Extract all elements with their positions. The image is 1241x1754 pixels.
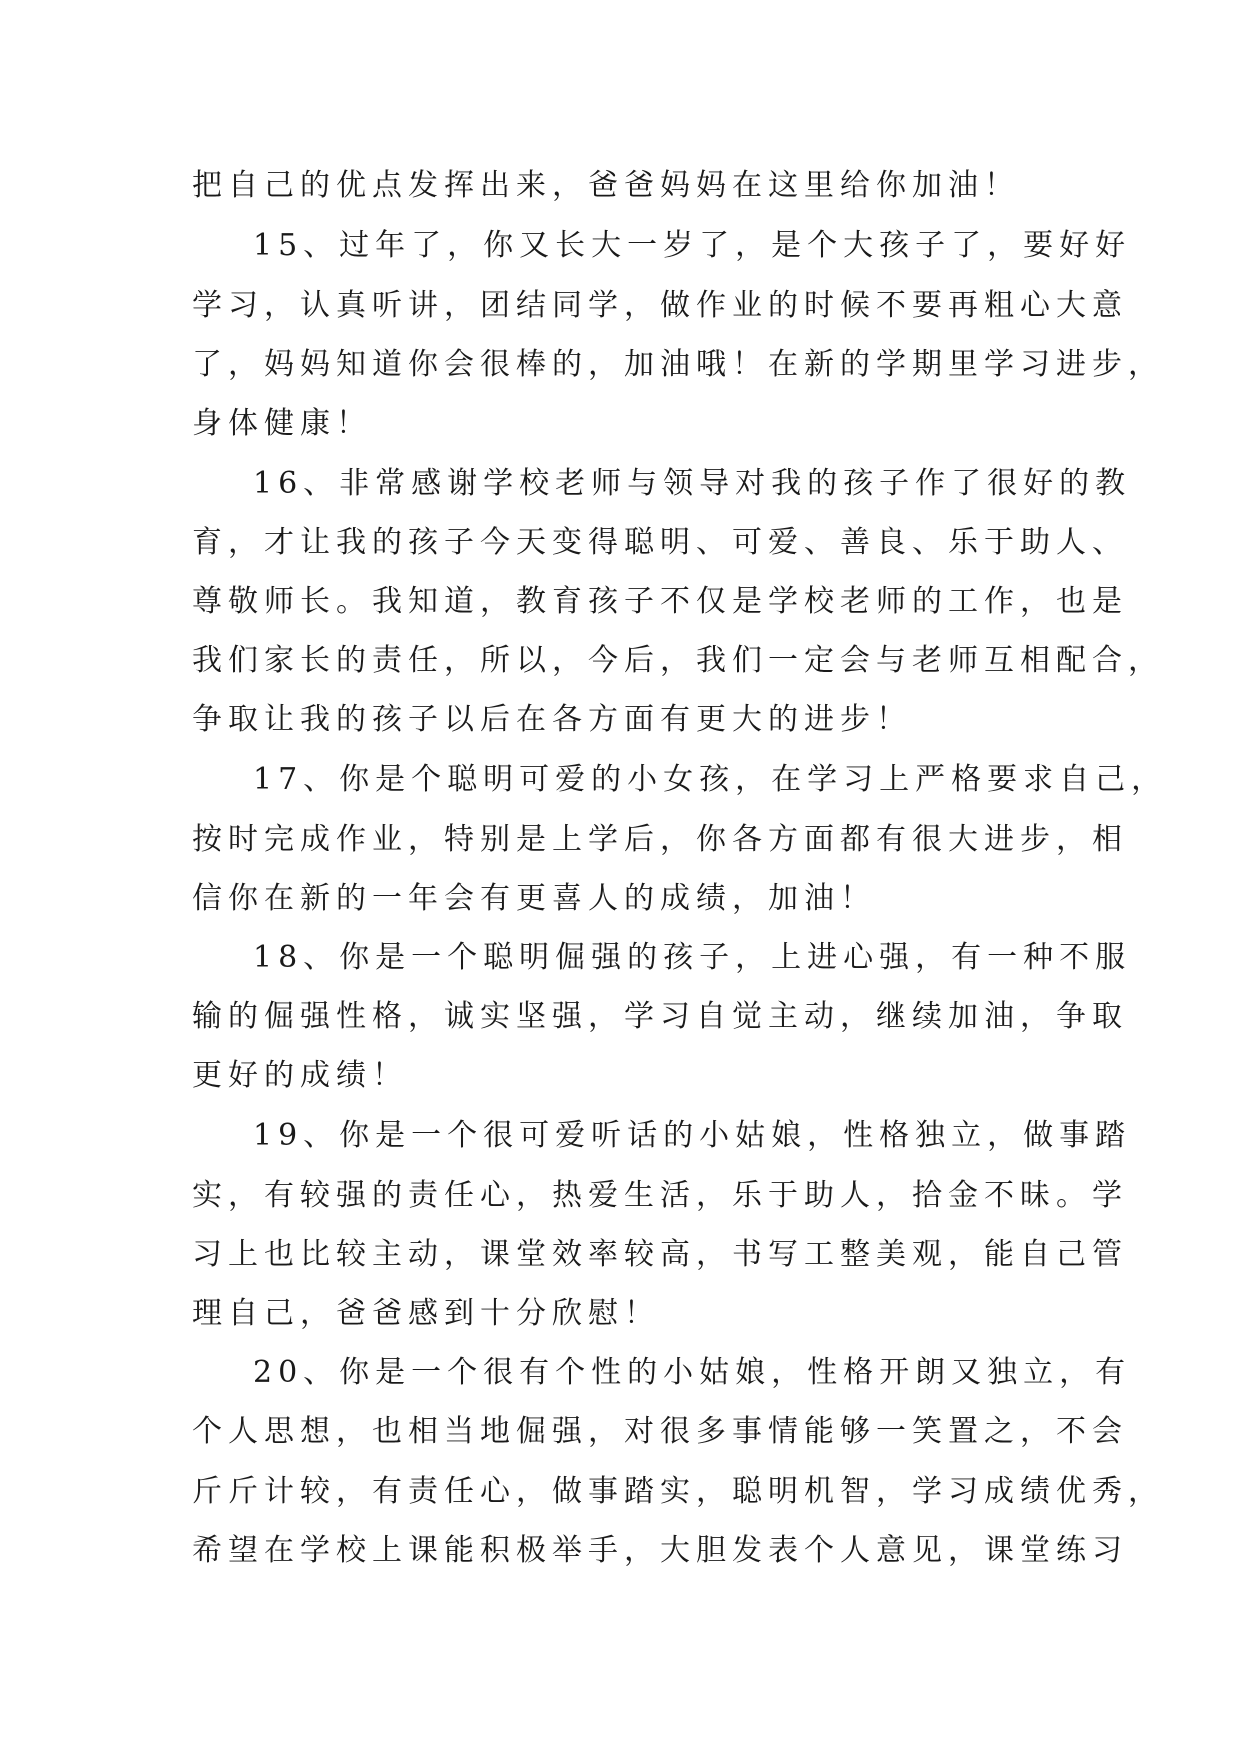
text-line: 个人思想，也相当地倔强，对很多事情能够一笑置之，不会 [192, 1414, 1128, 1449]
text-line: 希望在学校上课能积极举手，大胆发表个人意见，课堂练习 [192, 1533, 1128, 1568]
text-line: 实，有较强的责任心，热爱生活，乐于助人，拾金不昧。学 [192, 1178, 1128, 1213]
paragraph-15-start: 15、过年了，你又长大一岁了，是个大孩子了，要好好 [253, 228, 1132, 263]
text-line: 信你在新的一年会有更喜人的成绩，加油！ [192, 881, 876, 916]
text-line: 理自己，爸爸感到十分欣慰！ [192, 1296, 660, 1331]
text-line: 身体健康！ [192, 406, 372, 441]
paragraph-20-start: 20、你是一个很有个性的小姑娘，性格开朗又独立，有 [253, 1355, 1132, 1390]
text-line: 把自己的优点发挥出来，爸爸妈妈在这里给你加油！ [192, 168, 1020, 203]
paragraph-16-start: 16、非常感谢学校老师与领导对我的孩子作了很好的教 [253, 466, 1132, 501]
text-line: 输的倔强性格，诚实坚强，学习自觉主动，继续加油，争取 [192, 999, 1128, 1034]
paragraph-19-start: 19、你是一个很可爱听话的小姑娘，性格独立，做事踏 [253, 1118, 1132, 1153]
text-line: 尊敬师长。我知道，教育孩子不仅是学校老师的工作，也是 [192, 584, 1128, 619]
text-line: 更好的成绩！ [192, 1058, 408, 1093]
text-line: 习上也比较主动，课堂效率较高，书写工整美观，能自己管 [192, 1237, 1128, 1272]
text-line: 育，才让我的孩子今天变得聪明、可爱、善良、乐于助人、 [192, 525, 1128, 560]
text-line: 我们家长的责任，所以，今后，我们一定会与老师互相配合， [192, 643, 1164, 678]
paragraph-17-start: 17、你是个聪明可爱的小女孩，在学习上严格要求自己， [253, 762, 1168, 797]
text-line: 了，妈妈知道你会很棒的，加油哦！在新的学期里学习进步， [192, 347, 1164, 382]
text-line: 按时完成作业，特别是上学后，你各方面都有很大进步，相 [192, 822, 1128, 857]
text-line: 学习，认真听讲，团结同学，做作业的时候不要再粗心大意 [192, 288, 1128, 323]
text-line: 争取让我的孩子以后在各方面有更大的进步！ [192, 702, 912, 737]
text-line: 斤斤计较，有责任心，做事踏实，聪明机智，学习成绩优秀， [192, 1474, 1164, 1509]
paragraph-18-start: 18、你是一个聪明倔强的孩子，上进心强，有一种不服 [253, 940, 1132, 975]
